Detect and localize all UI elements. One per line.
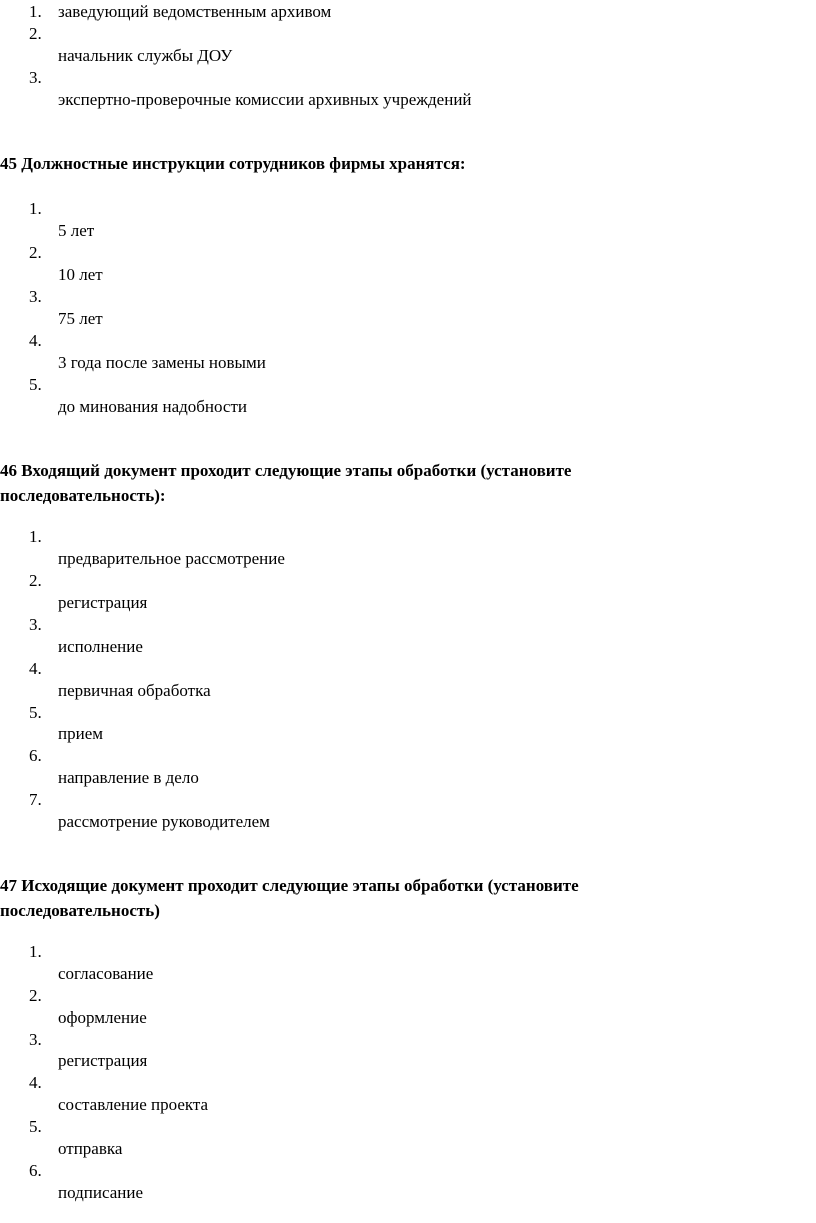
option-text: регистрация xyxy=(58,1051,148,1070)
question-title-line1: 46 Входящий документ проходит следующие этапы обработки (установите xyxy=(0,461,572,480)
list-item-number: 2. xyxy=(29,24,42,43)
option-text: до минования надобности xyxy=(58,397,248,416)
option-number: 4. xyxy=(29,1073,42,1092)
option-text: предварительное рассмотрение xyxy=(58,549,285,568)
option-number: 2. xyxy=(29,243,42,262)
list-item-text: заведующий ведомственным архивом xyxy=(58,2,332,21)
option-number: 7. xyxy=(29,790,42,809)
question-title-line2: последовательность): xyxy=(0,486,166,505)
option-text: 75 лет xyxy=(58,309,103,328)
list-item-number: 1. xyxy=(29,2,42,21)
option-text: отправка xyxy=(58,1139,123,1158)
option-number: 3. xyxy=(29,287,42,306)
option-text: прием xyxy=(58,724,103,743)
option-number: 5. xyxy=(29,1117,42,1136)
option-number: 1. xyxy=(29,942,42,961)
option-number: 3. xyxy=(29,1030,42,1049)
option-number: 4. xyxy=(29,331,42,350)
list-item-number: 3. xyxy=(29,68,42,87)
option-text: 10 лет xyxy=(58,265,103,284)
option-number: 3. xyxy=(29,615,42,634)
option-text: подписание xyxy=(58,1183,143,1202)
list-item-text: экспертно-проверочные комиссии архивных учреждений xyxy=(58,90,472,109)
option-text: регистрация xyxy=(58,593,148,612)
option-text: 3 года после замены новыми xyxy=(58,353,266,372)
option-text: первичная обработка xyxy=(58,681,211,700)
option-number: 6. xyxy=(29,1161,42,1180)
option-number: 1. xyxy=(29,527,42,546)
option-text: 5 лет xyxy=(58,221,95,240)
option-text: согласование xyxy=(58,964,154,983)
list-item-text: начальник службы ДОУ xyxy=(58,46,233,65)
option-number: 4. xyxy=(29,659,42,678)
option-number: 5. xyxy=(29,375,42,394)
option-text: исполнение xyxy=(58,637,143,656)
option-number: 1. xyxy=(29,199,42,218)
option-text: рассмотрение руководителем xyxy=(58,812,270,831)
question-title-line2: последовательность) xyxy=(0,901,160,920)
option-text: составление проекта xyxy=(58,1095,209,1114)
option-text: оформление xyxy=(58,1008,147,1027)
question-title: 45 Должностные инструкции сотрудников фирмы хранятся: xyxy=(0,154,466,173)
option-text: направление в дело xyxy=(58,768,199,787)
option-number: 2. xyxy=(29,571,42,590)
option-number: 2. xyxy=(29,986,42,1005)
option-number: 6. xyxy=(29,746,42,765)
question-title-line1: 47 Исходящие документ проходит следующие этапы обработки (установите xyxy=(0,876,579,895)
option-number: 5. xyxy=(29,703,42,722)
